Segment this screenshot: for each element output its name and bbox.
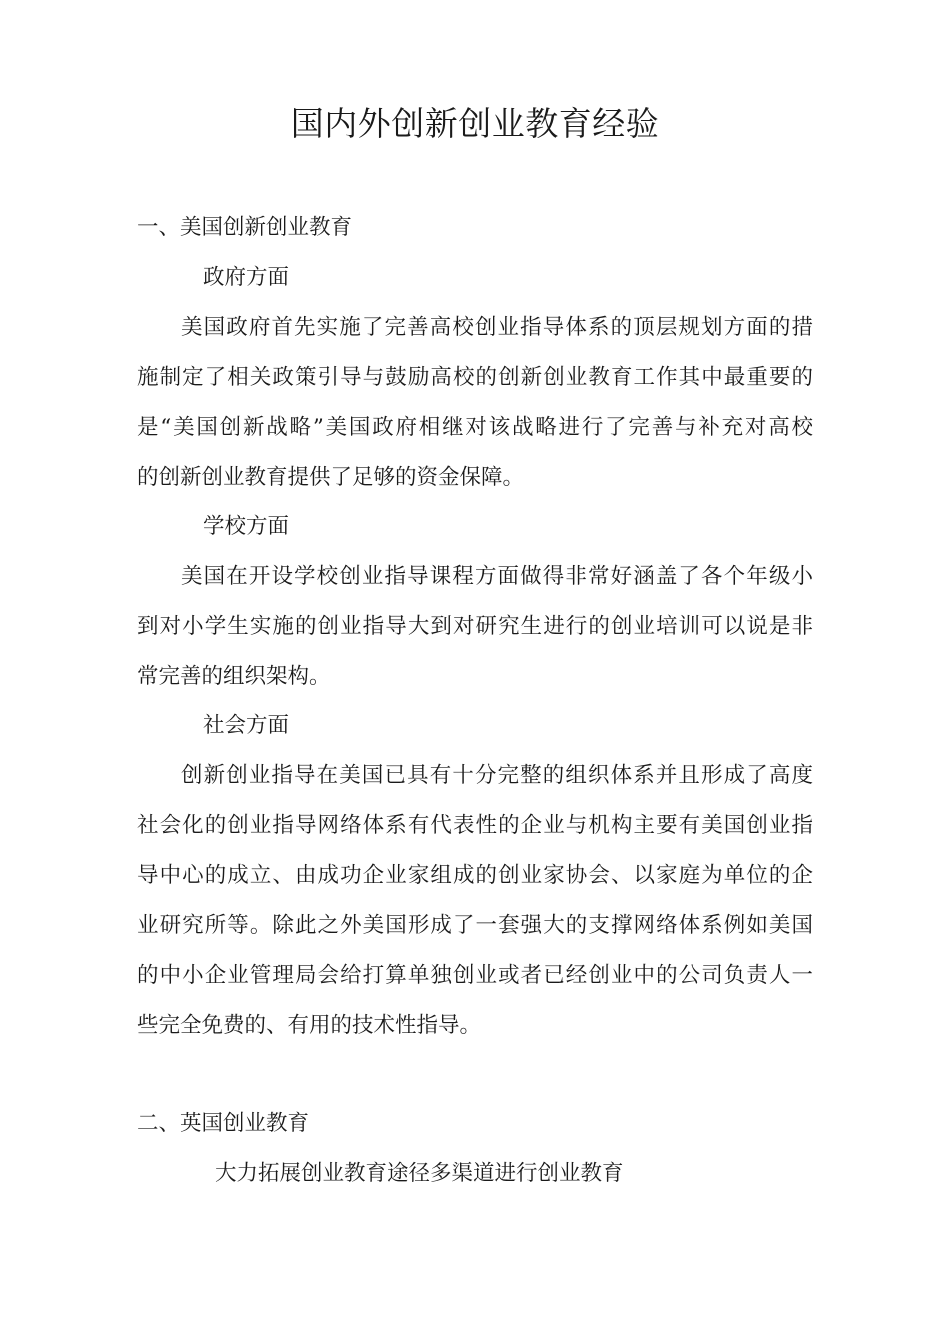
section-heading-uk: 二、英国创业教育 bbox=[137, 1111, 310, 1136]
paragraph-line: 创新创业指导在美国已具有十分完整的组织体系并且形成了高度 bbox=[181, 763, 813, 788]
paragraph-line: 导中心的成立、由成功企业家组成的创业家协会、以家庭为单位的企 bbox=[137, 863, 813, 888]
paragraph-school bbox=[137, 552, 813, 702]
page-title: 国内外创新创业教育经验 bbox=[290, 104, 660, 143]
paragraph-society bbox=[137, 751, 813, 1051]
paragraph-government bbox=[137, 303, 813, 503]
subsection-heading-society: 社会方面 bbox=[203, 713, 290, 738]
paragraph-line: 施制定了相关政策引导与鼓励高校的创新创业教育工作其中最重要的 bbox=[137, 365, 813, 390]
paragraph-line: 到对小学生实施的创业指导大到对研究生进行的创业培训可以说是非 bbox=[137, 614, 813, 639]
paragraph-line: 美国政府首先实施了完善高校创业指导体系的顶层规划方面的措 bbox=[181, 315, 813, 340]
subsection-heading-government: 政府方面 bbox=[203, 265, 290, 290]
paragraph-line: 是“美国创新战略”美国政府相继对该战略进行了完善与补充对高校 bbox=[137, 415, 813, 440]
paragraph-line: 业研究所等。除此之外美国形成了一套强大的支撑网络体系例如美国 bbox=[137, 913, 813, 938]
paragraph-line: 社会化的创业指导网络体系有代表性的企业与机构主要有美国创业指 bbox=[137, 813, 813, 838]
paragraph-line: 些完全免费的、有用的技术性指导。 bbox=[137, 1013, 482, 1038]
paragraph-line: 的创新创业教育提供了足够的资金保障。 bbox=[137, 465, 525, 490]
subsection-heading-uk-channels: 大力拓展创业教育途径多渠道进行创业教育 bbox=[215, 1161, 624, 1186]
section-heading-usa: 一、美国创新创业教育 bbox=[137, 215, 353, 240]
paragraph-line: 常完善的组织架构。 bbox=[137, 664, 331, 689]
paragraph-line: 美国在开设学校创业指导课程方面做得非常好涵盖了各个年级小 bbox=[181, 564, 813, 589]
paragraph-line: 的中小企业管理局会给打算单独创业或者已经创业中的公司负责人一 bbox=[137, 963, 813, 988]
subsection-heading-school: 学校方面 bbox=[203, 514, 290, 539]
